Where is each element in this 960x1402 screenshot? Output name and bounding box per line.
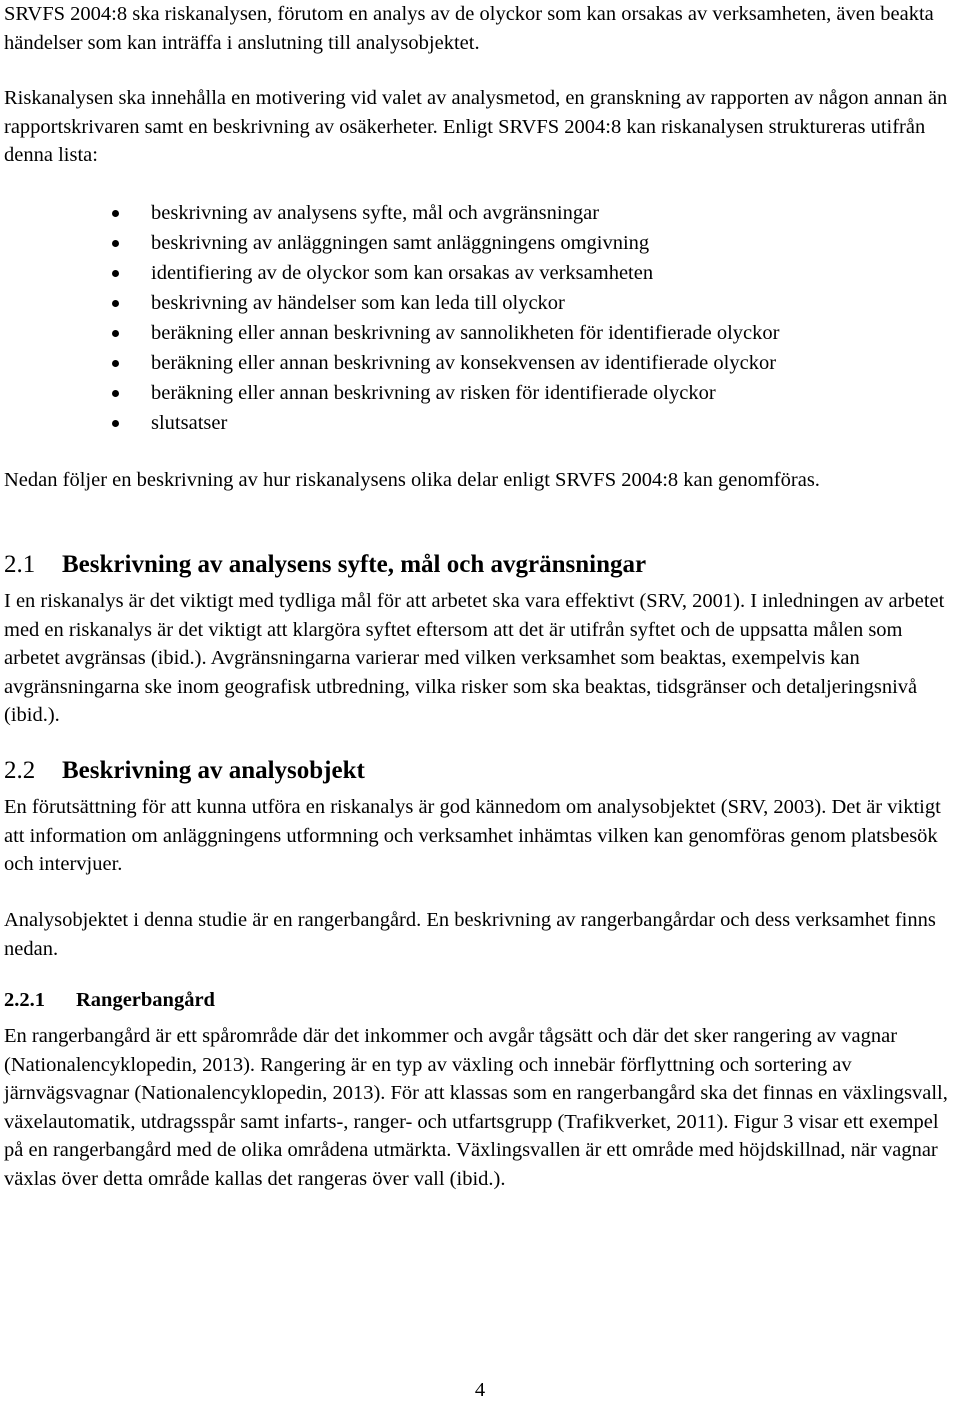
section-heading-2-2-1 (4, 986, 956, 1014)
bullet-icon (112, 360, 119, 367)
requirements-paragraph: Riskanalysen ska innehålla en motivering vid valet av analysmetod, en granskning av rapporten av någon annan än rapportskrivaren samt en beskrivning av osäkerheter. Enligt SRVFS 2004:8 kan riskanalysen struktureras utifrån denna lista: (4, 87, 948, 166)
section-title: Beskrivning av analysens syfte, mål och avgränsningar (62, 551, 647, 578)
document-page (4, 0, 956, 1402)
list-item (4, 318, 956, 348)
intro-paragraph: SRVFS 2004:8 ska riskanalysen, förutom en analys av de olyckor som kan orsakas av verksamheten, även beakta händelser som kan inträffa i anslutning till analysobjektet. (4, 3, 934, 54)
section-heading-2-2 (4, 755, 956, 787)
list-item-text: identifiering av de olyckor som kan orsakas av verksamheten (151, 262, 654, 284)
after-list-paragraph: Nedan följer en beskrivning av hur riskanalysens olika delar enligt SRVFS 2004:8 kan genomföras. (4, 469, 820, 491)
bullet-icon (112, 330, 119, 337)
section-title: Beskrivning av analysobjekt (62, 757, 365, 784)
list-item-text: beräkning eller annan beskrivning av risken för identifierade olyckor (151, 382, 716, 404)
section-2-2-1-paragraph: En rangerbangård är ett spårområde där det inkommer och avgår tågsätt och där det sker rangering av vagnar (Nationalencyklopedin, 2013). Rangering är en typ av växling och innebär förflyttning och sortering av järnvägsvagnar (Nationalencyklopedin, 2013). För att klassas som en rangerbangård ska det finnas en växlingsvall, växelautomatik, utdragsspår samt infarts-, ranger- och utfartsgrupp (Trafikverket, 2011). Figur 3 visar ett exempel på en rangerbangård med de olika områdena utmärkta. Växlingsvallen är ett område med höjdskillnad, när vagnar växlas över detta område kallas det rangeras över vall (ibid.). (4, 1025, 948, 1190)
list-item-text: beskrivning av händelser som kan leda till olyckor (151, 292, 565, 314)
risk-analysis-structure-list (4, 198, 956, 438)
list-item (4, 408, 956, 438)
list-item (4, 378, 956, 408)
list-item (4, 258, 956, 288)
section-2-2-paragraph-1: En förutsättning för att kunna utföra en riskanalys är god kännedom om analysobjektet (SRV, 2003). Det är viktigt att information om anläggningens utformning och verksamhet inhämtas vilken kan genomföras genom platsbesök och intervjuer. (4, 796, 941, 875)
list-item (4, 348, 956, 378)
page-number: 4 (474, 1379, 486, 1401)
section-number: 2.1 (4, 551, 36, 578)
list-item-text: beskrivning av analysens syfte, mål och avgränsningar (151, 202, 600, 224)
section-number: 2.2.1 (4, 989, 45, 1011)
bullet-icon (112, 420, 119, 427)
list-item (4, 288, 956, 318)
bullet-icon (112, 300, 119, 307)
bullet-icon (112, 210, 119, 217)
bullet-icon (112, 270, 119, 277)
section-2-2-paragraph-2: Analysobjektet i denna studie är en rangerbangård. En beskrivning av rangerbangårdar och dess verksamhet finns nedan. (4, 909, 936, 960)
list-item-text: beräkning eller annan beskrivning av konsekvensen av identifierade olyckor (151, 352, 777, 374)
list-item-text: beskrivning av anläggningen samt anläggningens omgivning (151, 232, 650, 254)
list-item (4, 198, 956, 228)
section-2-1-paragraph: I en riskanalys är det viktigt med tydliga mål för att arbetet ska vara effektivt (SRV, 2001). I inledningen av arbetet med en riskanalys är det viktigt att klargöra syftet eftersom att det är utifrån syftet och de uppsatta målen som arbetet avgränsas (ibid.). Avgränsningarna varierar med vilken verksamhet som beaktas, exempelvis kan avgränsningarna ske inom geografisk utbredning, vilka risker som ska beaktas, tidsgränser och detaljeringsnivå (ibid.). (4, 590, 945, 726)
list-item-text: slutsatser (151, 412, 228, 434)
bullet-icon (112, 390, 119, 397)
section-title: Rangerbangård (76, 989, 215, 1011)
list-item-text: beräkning eller annan beskrivning av sannolikheten för identifierade olyckor (151, 322, 780, 344)
list-item (4, 228, 956, 258)
bullet-icon (112, 240, 119, 247)
section-heading-2-1 (4, 549, 956, 581)
section-number: 2.2 (4, 757, 36, 784)
